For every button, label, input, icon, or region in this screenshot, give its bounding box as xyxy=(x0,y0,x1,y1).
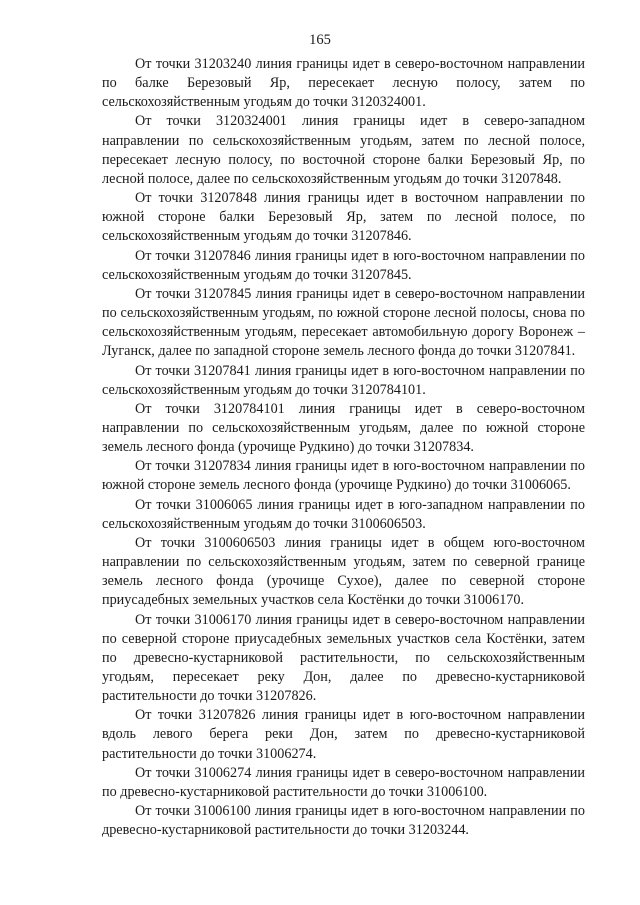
paragraph: От точки 31006170 линия границы идет в северо-восточном направлении по северной стороне приусадебных земельных участков села Костёнки, затем по древесно-кустарниковой растительности, по сельскохозяйственным угодьям, пересекает реку Дон, далее по древесно-кустарниковой растительности до точки 31207826. xyxy=(102,611,585,705)
paragraph: От точки 31207841 линия границы идет в юго-восточном направлении по сельскохозяйственным угодьям до точки 3120784101. xyxy=(102,362,585,398)
paragraph: От точки 31207834 линия границы идет в юго-восточном направлении по южной стороне земель лесного фонда (урочище Рудкино) до точки 31006065. xyxy=(102,458,585,494)
page-number: 165 xyxy=(309,32,331,48)
paragraph: От точки 31207846 линия границы идет в юго-восточном направлении по сельскохозяйственным угодьям до точки 31207845. xyxy=(102,247,585,283)
paragraph: От точки 31006100 линия границы идет в юго-восточном направлении по древесно-кустарниковой растительности до точки 31203244. xyxy=(102,803,585,839)
paragraph: От точки 31207845 линия границы идет в северо-восточном направлении по сельскохозяйственным угодьям, по южной стороне лесной полосы, снова по сельскохозяйственным угодьям, пересекает автомобильную дорогу Воронеж – Луганск, далее по западной стороне земель лесного фонда до точки 31207841. xyxy=(102,285,585,360)
document-body xyxy=(102,55,585,840)
paragraph: От точки 31203240 линия границы идет в северо-восточном направлении по балке Березовый Яр, пересекает лесную полосу, затем по сельскохозяйственным угодьям до точки 3120324001. xyxy=(102,56,585,111)
paragraph: От точки 3100606503 линия границы идет в общем юго-восточном направлении по сельскохозяйственным угодьям, затем по северной границе земель лесного фонда (урочище Сухое), далее по северной стороне приусадебных земельных участков села Костёнки до точки 31006170. xyxy=(102,534,585,609)
paragraph: От точки 3120324001 линия границы идет в северо-западном направлении по сельскохозяйственным угодьям, затем по лесной полосе, пересекает лесную полосу, по восточной стороне балки Березовый Яр, по лесной полосе, далее по сельскохозяйственным угодьям до точки 31207848. xyxy=(102,113,585,187)
paragraph: От точки 31207826 линия границы идет в юго-восточном направлении вдоль левого берега реки Дон, затем по древесно-кустарниковой растительности до точки 31006274. xyxy=(102,707,585,762)
paragraph: От точки 31006065 линия границы идет в юго-западном направлении по сельскохозяйственным угодьям до точки 3100606503. xyxy=(102,496,585,532)
paragraph: От точки 31006274 линия границы идет в северо-восточном направлении по древесно-кустарниковой растительности до точки 31006100. xyxy=(102,764,585,800)
paragraph: От точки 3120784101 линия границы идет в северо-восточном направлении по сельскохозяйственным угодьям, далее по южной стороне земель лесного фонда (урочище Рудкино) до точки 31207834. xyxy=(102,400,585,456)
paragraph: От точки 31207848 линия границы идет в восточном направлении по южной стороне балки Березовый Яр, затем по лесной полосе, по сельскохозяйственным угодьям до точки 31207846. xyxy=(102,190,585,245)
